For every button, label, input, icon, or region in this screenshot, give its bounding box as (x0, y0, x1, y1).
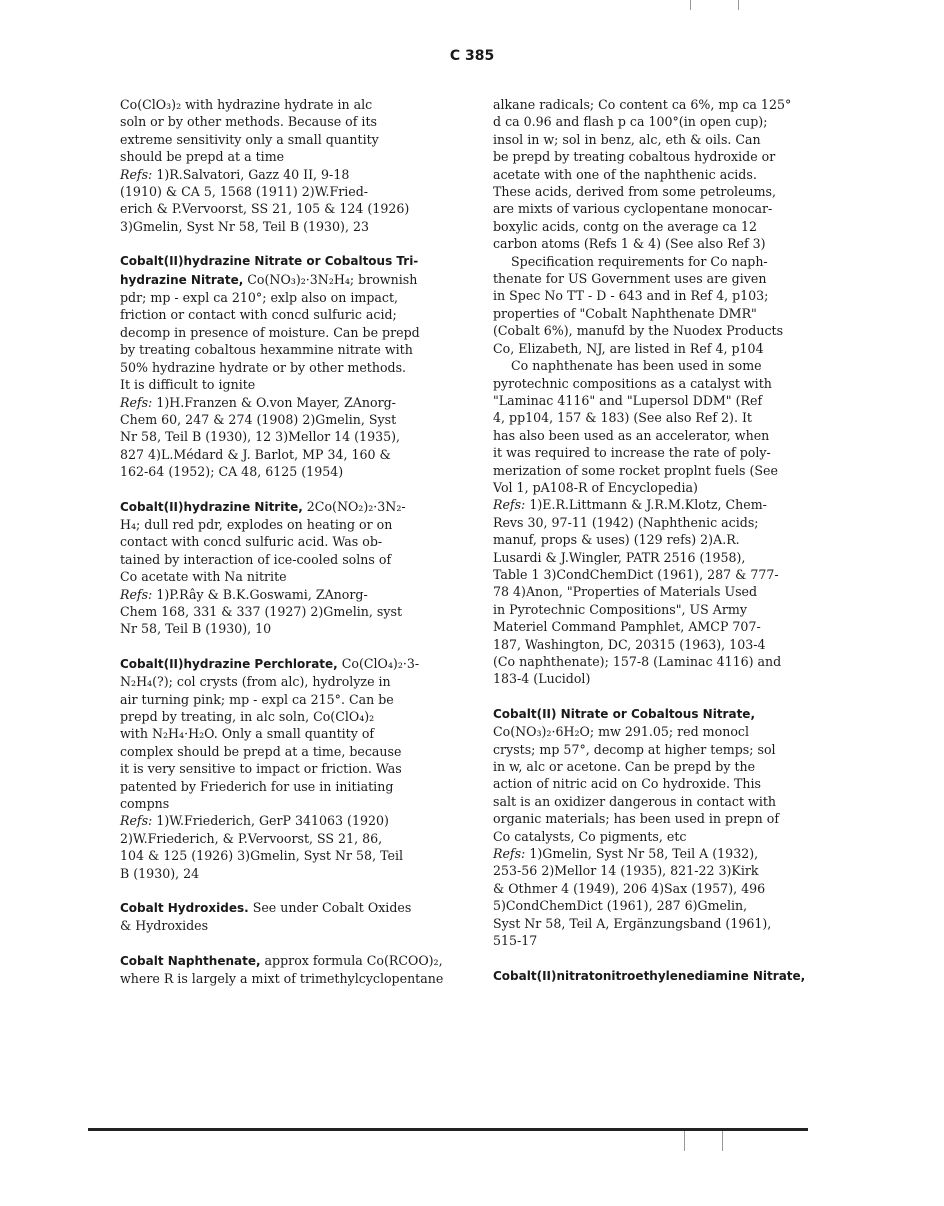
text-line: be prepd by treating cobaltous hydroxide or (493, 149, 776, 165)
text-line: "Laminac 4116" and "Lupersol DDM" (Ref (493, 392, 763, 408)
entry-cobalt-nitrate (493, 705, 811, 950)
entry-hydroxides (120, 899, 450, 935)
text-line: Co(ClO₄)₂·3- (341, 655, 420, 671)
text-line: where R is largely a mixt of trimethylcyclopentane (120, 971, 444, 987)
text-line: Co acetate with Na nitrite (120, 569, 287, 585)
text-line: Co(NO₃)₂·6H₂O; mw 291.05; red monocl (493, 724, 749, 740)
text-line: should be prepd at a time (120, 149, 285, 165)
text-line: approx formula Co(RCOO)₂, (264, 952, 443, 968)
ref-line: manuf, props & uses) (129 refs) 2)A.R. (493, 532, 740, 548)
text-line: patented by Friederich for use in initiating (120, 778, 394, 794)
entry-heading: Cobalt(II)hydrazine Nitrite, (120, 499, 303, 514)
text-line: 2Co(NO₂)₂·3N₂- (306, 498, 406, 514)
text-line: insol in w; sol in benz, alc, eth & oils. Can (493, 131, 761, 147)
ref-line: 1)W.Friederich, GerP 341063 (1920) (156, 813, 389, 829)
text-line: & Hydroxides (120, 918, 209, 934)
entry-heading: Cobalt Naphthenate, (120, 953, 261, 968)
text-line: action of nitric acid on Co hydroxide. This (493, 776, 762, 792)
entry-hydrazine-nitrate (120, 252, 450, 480)
text-line: boxylic acids, contg on the average ca 12 (493, 218, 758, 234)
ref-line: in Pyrotechnic Compositions", US Army (493, 601, 747, 617)
ref-line: 515-17 (493, 933, 538, 949)
ref-line: 3)Gmelin, Syst Nr 58, Teil B (1930), 23 (120, 218, 369, 234)
footer-rule (88, 1128, 808, 1131)
page-header: C 385 (449, 48, 495, 64)
text-line: Specification requirements for Co naph- (511, 253, 768, 269)
margin-tick (738, 0, 739, 10)
entry-hydrazine-nitrite (120, 498, 450, 638)
text-line: tained by interaction of ice-cooled solns of (120, 551, 392, 567)
margin-tick (722, 1131, 723, 1151)
text-line: compns (120, 796, 170, 812)
ref-line: Materiel Command Pamphlet, AMCP 707- (493, 619, 761, 635)
text-line: H₄; dull red pdr, explodes on heating or on (120, 516, 393, 532)
ref-line: 253-56 2)Mellor 14 (1935), 821-22 3)Kirk (493, 863, 759, 879)
ref-line: Syst Nr 58, Teil A, Ergänzungsband (1961), (493, 915, 772, 931)
ref-line: 162-64 (1952); CA 48, 6125 (1954) (120, 464, 344, 480)
entry-naphthenate-cont (493, 96, 811, 688)
text-line: friction or contact with concd sulfuric acid; (120, 307, 397, 323)
text-line: it is very sensitive to impact or friction. Was (120, 761, 402, 777)
ref-line: 1)H.Franzen & O.von Mayer, ZAnorg- (156, 394, 396, 410)
refs-label: Refs: (120, 166, 153, 182)
text-line: prepd by treating, in alc soln, Co(ClO₄)₂ (120, 709, 375, 724)
ref-line: Table 1 3)CondChemDict (1961), 287 & 777- (493, 566, 779, 582)
text-line: pdr; mp - expl ca 210°; exlp also on impact, (120, 290, 399, 306)
text-line: extreme sensitivity only a small quantity (120, 131, 379, 147)
ref-line: 1)E.R.Littmann & J.R.M.Klotz, Chem- (529, 497, 767, 513)
text-line: contact with concd sulfuric acid. Was ob- (120, 534, 383, 550)
ref-line: Nr 58, Teil B (1930), 10 (120, 621, 272, 637)
ref-line: & Othmer 4 (1949), 206 4)Sax (1957), 496 (493, 880, 766, 896)
text-line: 50% hydrazine hydrate or by other methods. (120, 359, 407, 375)
text-line: Co naphthenate has been used in some (511, 358, 762, 374)
text-line: These acids, derived from some petroleums, (493, 184, 777, 200)
refs-label: Refs: (493, 846, 526, 862)
text-line: soln or by other methods. Because of its (120, 114, 377, 130)
text-line: pyrotechnic compositions as a catalyst with (493, 375, 772, 391)
text-line: It is difficult to ignite (120, 377, 256, 393)
text-line: alkane radicals; Co content ca 6%, mp ca 125° (493, 97, 792, 112)
entry-cobalt-chlorate-cont (120, 96, 450, 235)
text-line: organic materials; has been used in prepn of (493, 811, 779, 827)
ref-line: (Co naphthenate); 157-8 (Laminac 4116) and (493, 654, 782, 669)
entry-naphthenate (120, 952, 450, 988)
text-line: See under Cobalt Oxides (252, 900, 412, 916)
left-column (120, 96, 450, 1005)
text-line: 4, pp104, 157 & 183) (See also Ref 2). It (493, 410, 752, 426)
text-line: crysts; mp 57°, decomp at higher temps; sol (493, 741, 776, 757)
text-line: d ca 0.96 and flash p ca 100°(in open cup); (493, 114, 768, 130)
text-line: N₂H₄(?); col crysts (from alc), hydrolyze in (120, 674, 391, 690)
ref-line: 1)Gmelin, Syst Nr 58, Teil A (1932), (529, 846, 759, 862)
text-line: by treating cobaltous hexammine nitrate with (120, 342, 413, 358)
ref-line: 2)W.Friederich, & P.Vervoorst, SS 21, 86, (120, 830, 383, 846)
text-line: decomp in presence of moisture. Can be prepd (120, 324, 420, 340)
text-line: air turning pink; mp - expl ca 215°. Can be (120, 691, 394, 707)
text-line: carbon atoms (Refs 1 & 4) (See also Ref 3) (493, 236, 766, 252)
entry-heading: Cobalt Hydroxides. (120, 901, 249, 916)
ref-line: (1910) & CA 5, 1568 (1911) 2)W.Fried- (120, 184, 369, 200)
ref-line: 78 4)Anon, "Properties of Materials Used (493, 584, 758, 600)
text-line: complex should be prepd at a time, because (120, 743, 402, 759)
text-line: (Cobalt 6%), manufd by the Nuodex Products (493, 323, 784, 339)
entry-heading: Cobalt(II)hydrazine Nitrate or Cobaltous Tri-hydrazine Nitrate, (120, 254, 419, 287)
text-line: salt is an oxidizer dangerous in contact with (493, 793, 777, 809)
ref-line: 5)CondChemDict (1961), 287 6)Gmelin, (493, 898, 748, 914)
ref-line: 827 4)L.Médard & J. Barlot, MP 34, 160 & (120, 446, 391, 462)
ref-line: 1)P.Rây & B.K.Goswami, ZAnorg- (156, 586, 368, 602)
refs-label: Refs: (493, 497, 526, 513)
refs-label: Refs: (120, 813, 153, 829)
text-line: thenate for US Government uses are given (493, 271, 767, 287)
ref-line: Lusardi & J.Wingler, PATR 2516 (1958), (493, 549, 746, 565)
text-line: acetate with one of the naphthenic acids. (493, 166, 757, 182)
entry-heading: Cobalt(II) Nitrate or Cobaltous Nitrate, (493, 706, 756, 721)
ref-line: 1)R.Salvatori, Gazz 40 II, 9-18 (156, 166, 350, 182)
refs-label: Refs: (120, 586, 153, 602)
text-line: has also been used as an accelerator, when (493, 427, 770, 443)
text-line: Co(ClO₃)₂ with hydrazine hydrate in alc (120, 97, 373, 112)
text-line: Co, Elizabeth, NJ, are listed in Ref 4, p104 (493, 340, 764, 356)
text-line: merization of some rocket proplnt fuels (See (493, 462, 778, 478)
ref-line: 187, Washington, DC, 20315 (1963), 103-4 (493, 636, 766, 652)
margin-tick (684, 1131, 685, 1151)
text-line: Co catalysts, Co pigments, etc (493, 828, 687, 844)
text-line: properties of "Cobalt Naphthenate DMR" (493, 305, 757, 321)
text-line: with N₂H₄·H₂O. Only a small quantity of (120, 726, 375, 742)
ref-line: erich & P.Vervoorst, SS 21, 105 & 124 (1926) (120, 201, 410, 217)
ref-line: Nr 58, Teil B (1930), 12 3)Mellor 14 (1935), (120, 429, 401, 445)
margin-tick (690, 0, 691, 10)
ref-line: 104 & 125 (1926) 3)Gmelin, Syst Nr 58, Teil (120, 848, 404, 864)
text-line: in Spec No TT - D - 643 and in Ref 4, p103; (493, 288, 769, 304)
text-line: are mixts of various cyclopentane monocar- (493, 201, 773, 217)
ref-line: 183-4 (Lucidol) (493, 671, 591, 687)
text-line: Vol 1, pA108-R of Encyclopedia) (493, 479, 698, 495)
ref-line: Chem 60, 247 & 274 (1908) 2)Gmelin, Syst (120, 411, 397, 427)
refs-label: Refs: (120, 394, 153, 410)
text-line: it was required to increase the rate of poly- (493, 445, 771, 461)
entry-hydrazine-perchlorate (120, 655, 450, 882)
entry-heading: Cobalt(II)hydrazine Perchlorate, (120, 656, 338, 671)
entry-nitratonitroethylenediamine (493, 967, 811, 985)
ref-line: B (1930), 24 (120, 865, 200, 881)
right-column (493, 96, 811, 1002)
entry-heading: Cobalt(II)nitratonitroethylenediamine Nitrate, (493, 968, 806, 983)
text-line: Co(NO₃)₂·3N₂H₄; brownish (247, 271, 418, 287)
ref-line: Revs 30, 97-11 (1942) (Naphthenic acids; (493, 514, 759, 530)
text-line: in w, alc or acetone. Can be prepd by the (493, 759, 756, 775)
ref-line: Chem 168, 331 & 337 (1927) 2)Gmelin, syst (120, 603, 403, 619)
